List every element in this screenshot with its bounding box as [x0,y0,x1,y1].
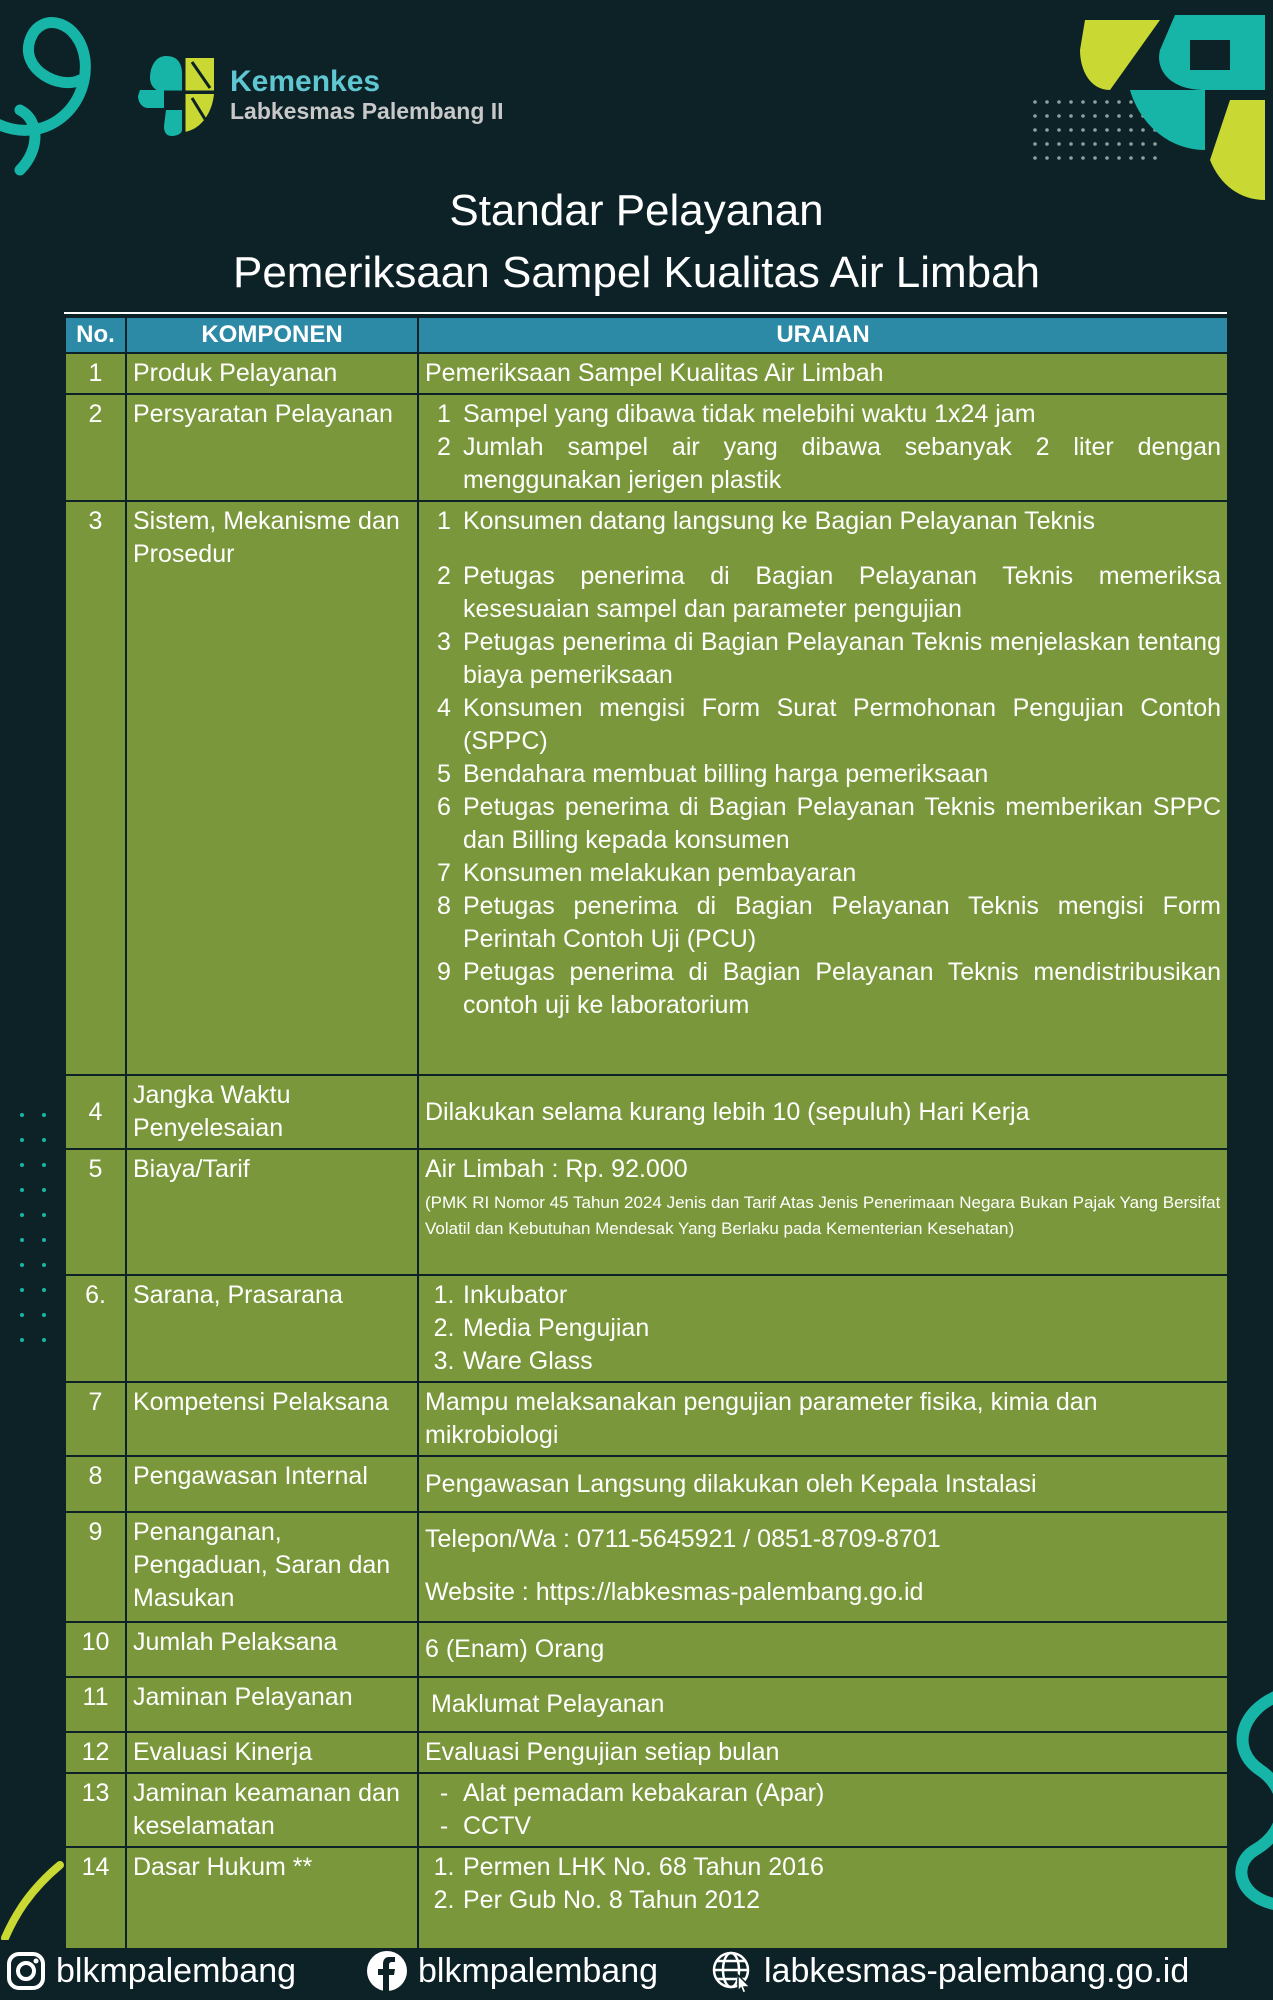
row-description: Pemeriksaan Sampel Kualitas Air Limbah [418,353,1228,394]
row-description [418,394,1228,501]
website-url: labkesmas-palembang.go.id [764,1951,1190,1990]
row-description: Pengawasan Langsung dilakukan oleh Kepala Instalasi [418,1456,1228,1512]
header-komponen: KOMPONEN [126,317,418,353]
row-component: Persyaratan Pelayanan [126,394,418,501]
row-component: Biaya/Tarif [126,1149,418,1275]
title-line-2: Pemeriksaan Sampel Kualitas Air Limbah [232,248,1041,297]
row-description: 6 (Enam) Orang [418,1622,1228,1677]
tariff-legal-note: (PMK RI Nomor 45 Tahun 2024 Jenis dan Tarif Atas Jenis Penerimaan Negara Bukan Pajak Yang Bersifat Volatil dan Kebutuhan Mendesak Yang Berlaku pada Kementerian Kesehatan) [425,1193,1221,1238]
table-row [65,1456,1228,1512]
table-row [65,1275,1228,1382]
list-item: 1. Inkubator [433,1281,568,1309]
row-component: Evaluasi Kinerja [126,1732,418,1773]
brand-subtitle: Labkesmas Palembang II [230,98,504,124]
table-row [65,501,1228,1075]
list-item: 4 Konsumen mengisi Form Surat Permohonan Pengujian Contoh (SPPC) [437,694,1221,755]
row-description: Evaluasi Pengujian setiap bulan [418,1732,1228,1773]
row-description: Maklumat Pelayanan [418,1677,1228,1732]
table-row [65,1075,1228,1149]
row-component: Dasar Hukum ** [126,1847,418,1949]
list-item: 8 Petugas penerima di Bagian Pelayanan Teknis mengisi Form Perintah Contoh Uji (PCU) [437,892,1221,953]
table-row [65,1622,1228,1677]
list-item: - CCTV [439,1812,532,1840]
row-number: 8 [65,1456,126,1512]
brand-name: Kemenkes [230,65,381,98]
row-number: 5 [65,1149,126,1275]
table-row [65,1149,1228,1275]
tariff-value: Air Limbah : Rp. 92.000 [425,1155,688,1183]
row-number: 11 [65,1677,126,1732]
table-row [65,394,1228,501]
row-number: 10 [65,1622,126,1677]
list-item: 2 Petugas penerima di Bagian Pelayanan Teknis memeriksa kesesuaian sampel dan parameter pengujian [437,562,1221,623]
row-component: Jaminan Pelayanan [126,1677,418,1732]
contact-phone: Telepon/Wa : 0711-5645921 / 0851-8709-8701 [425,1525,941,1553]
table-header-row [65,317,1228,353]
row-number: 3 [65,501,126,1075]
kemenkes-emblem-icon [136,52,218,138]
row-component: Sarana, Prasarana [126,1275,418,1382]
table-row [65,1773,1228,1847]
list-item: 6 Petugas penerima di Bagian Pelayanan Teknis memberikan SPPC dan Billing kepada konsumen [437,793,1221,854]
list-item: - Alat pemadam kebakaran (Apar) [439,1779,825,1807]
list-item: 2 Jumlah sampel air yang dibawa sebanyak 2 liter dengan menggunakan jerigen plastik [437,433,1221,494]
table-row [65,1677,1228,1732]
list-item: 7 Konsumen melakukan pembayaran [437,859,857,887]
list-item: 1 Sampel yang dibawa tidak melebihi waktu 1x24 jam [437,400,1036,428]
row-number: 13 [65,1773,126,1847]
table-row [65,1382,1228,1456]
social-footer [0,1942,1273,2000]
list-item: 5 Bendahara membuat billing harga pemeriksaan [437,760,989,788]
list-item: 9 Petugas penerima di Bagian Pelayanan Teknis mendistribusikan contoh uji ke laboratorium [437,958,1221,1019]
facebook-icon [366,1950,408,1992]
list-item: 3 Petugas penerima di Bagian Pelayanan Teknis menjelaskan tentang biaya pemeriksaan [437,628,1221,689]
row-component: Pengawasan Internal [126,1456,418,1512]
row-number: 2 [65,394,126,501]
row-component: Penanganan, Pengaduan, Saran dan Masukan [126,1512,418,1622]
table-row [65,353,1228,394]
globe-icon [710,1949,754,1993]
title-divider [64,312,1227,314]
row-number: 7 [65,1382,126,1456]
facebook-handle: blkmpalembang [418,1951,659,1990]
row-component: Kompetensi Pelaksana [126,1382,418,1456]
row-description [418,1847,1228,1949]
page-title [0,180,1273,304]
lime-arc-bottom-left-decoration [0,1860,70,1940]
row-description [418,1149,1228,1275]
contact-website: Website : https://labkesmas-palembang.go.id [425,1578,924,1606]
row-component: Jangka Waktu Penyelesaian [126,1075,418,1149]
header-uraian: URAIAN [418,317,1228,353]
row-component: Sistem, Mekanisme dan Prosedur [126,501,418,1075]
row-number: 9 [65,1512,126,1622]
header-no: No. [65,317,126,353]
row-description: Dilakukan selama kurang lebih 10 (sepuluh) Hari Kerja [418,1075,1228,1149]
row-component: Produk Pelayanan [126,353,418,394]
row-description: Mampu melaksanakan pengujian parameter fisika, kimia dan mikrobiologi [418,1382,1228,1456]
row-description [418,1275,1228,1382]
list-item: 1. Permen LHK No. 68 Tahun 2016 [433,1853,824,1881]
row-number: 6. [65,1275,126,1382]
list-item: 1 Konsumen datang langsung ke Bagian Pelayanan Teknis [437,507,1095,535]
dot-column-left-decoration [18,1110,58,1360]
row-component: Jaminan keamanan dan keselamatan [126,1773,418,1847]
table-row [65,1847,1228,1949]
facebook-link[interactable] [366,1950,658,1992]
list-item: 3. Ware Glass [433,1347,593,1375]
row-number: 14 [65,1847,126,1949]
table-row [65,1512,1228,1622]
website-link[interactable] [710,1949,1189,1993]
list-item: 2. Per Gub No. 8 Tahun 2012 [433,1886,760,1914]
service-standard-table [64,316,1229,1950]
instagram-link[interactable] [6,1951,296,1991]
instagram-icon [6,1951,46,1991]
row-number: 4 [65,1075,126,1149]
row-description [418,1512,1228,1622]
row-number: 1 [65,353,126,394]
row-component: Jumlah Pelaksana [126,1622,418,1677]
list-item: 2. Media Pengujian [433,1314,650,1342]
kemenkes-logo [136,52,504,138]
title-line-1: Standar Pelayanan [449,186,824,235]
instagram-handle: blkmpalembang [56,1951,297,1990]
table-row [65,1732,1228,1773]
row-description [418,1773,1228,1847]
row-number: 12 [65,1732,126,1773]
row-description [418,501,1228,1075]
swirl-top-left-decoration [0,0,130,200]
